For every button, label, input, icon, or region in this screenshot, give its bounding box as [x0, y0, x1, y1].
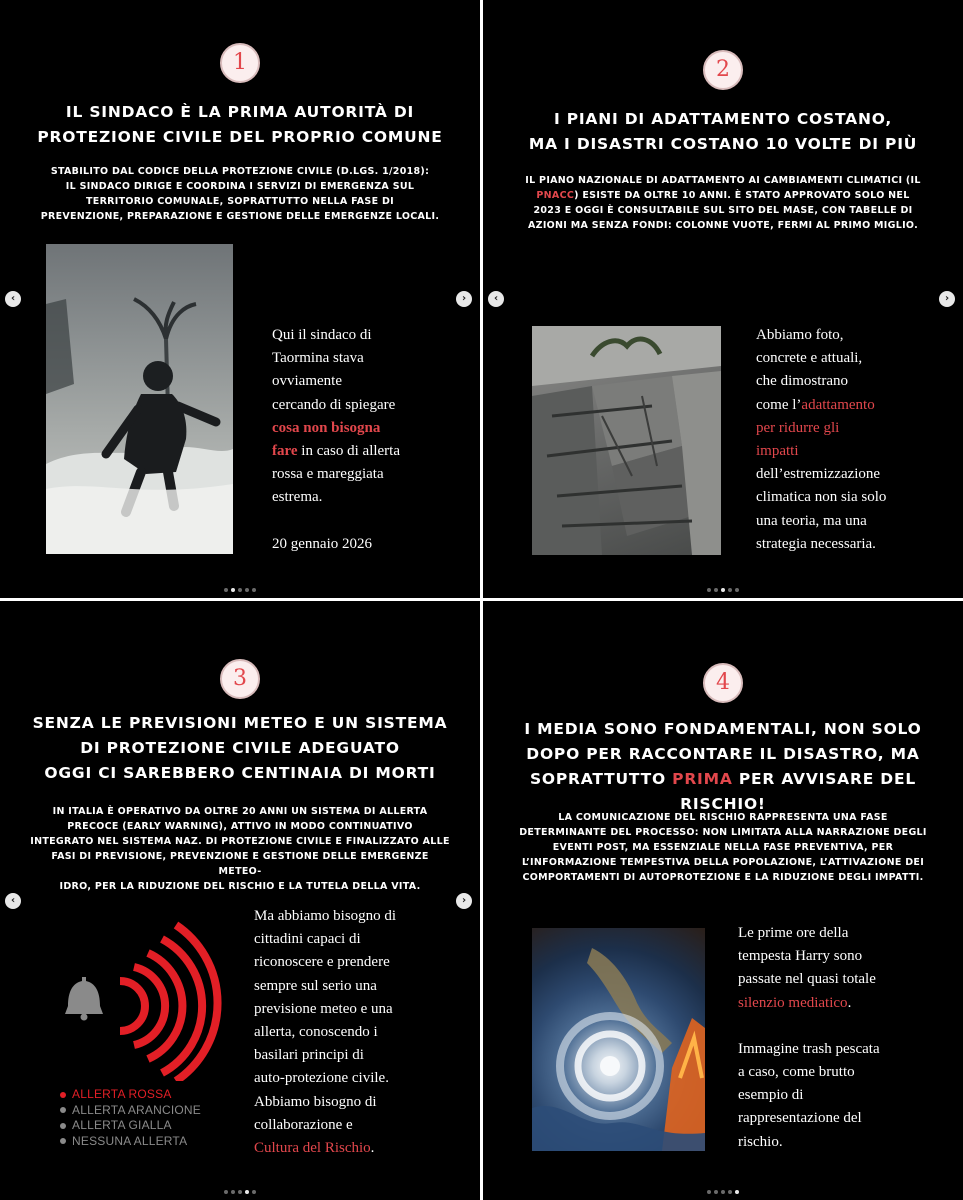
- slide-title: I PIANI DI ADATTAMENTO COSTANO, MA I DISASTRI COSTANO 10 VOLTE DI PIÙ: [528, 110, 918, 153]
- slide-body: Qui il sindaco di Taormina stava ovviamente cercando di spiegare cosa non bisogna fare in caso di allerta rossa e mareggiata estrema. 20 gennaio 2026: [272, 324, 462, 556]
- slide-title: I MEDIA SONO FONDAMENTALI, NON SOLO DOPO PER RACCONTARE IL DISASTRO, MA SOPRATTUTTO PRIMA PER AVVISARE DEL RISCHIO!: [524, 720, 922, 813]
- pagination-dot[interactable]: [714, 588, 718, 592]
- legend-item: ALLERTA ROSSA: [60, 1087, 201, 1103]
- slide-3: [0, 601, 480, 1200]
- slide-4: [483, 601, 963, 1200]
- legend-item: ALLERTA GIALLA: [60, 1118, 201, 1134]
- pagination-dots: [707, 588, 739, 592]
- slide-subtitle: IL PIANO NAZIONALE DI ADATTAMENTO AI CAMBIAMENTI CLIMATICI (IL PNACC) ESISTE DA OLTRE 10 ANNI. È STATO APPROVATO SOLO NEL 2023 E OGGI È CONSULTABILE SUL SITO DEL MASE, CON TABELLE DI AZIONI MA SENZA FONDI: COLONNE VUOTE, FERMI AL PRIMO MIGLIO.: [525, 175, 921, 231]
- pagination-dot[interactable]: [714, 1190, 718, 1194]
- bell-icon: [65, 977, 103, 1014]
- slide-number: 3: [220, 659, 260, 699]
- pagination-dot[interactable]: [245, 1190, 249, 1194]
- highlight-text: adattamento: [801, 396, 875, 413]
- pagination-dot[interactable]: [728, 588, 732, 592]
- pagination-dot[interactable]: [707, 588, 711, 592]
- highlight-text: impatti: [756, 443, 799, 460]
- slide-body: Ma abbiamo bisogno di cittadini capaci di riconoscere e prendere sempre sul serio una previsione meteo e una allerta, conoscendo i basilari principi di auto-protezione civile. Abbiamo bisogno di collaborazione e Cultura del Rischio.: [254, 908, 397, 1157]
- cyclone-italy-illustration: [532, 928, 705, 1151]
- highlight-text: fare: [272, 443, 298, 460]
- prev-arrow-icon[interactable]: ‹: [5, 291, 21, 307]
- highlight-text: silenzio mediatico: [738, 994, 848, 1011]
- slide-title: SENZA LE PREVISIONI METEO E UN SISTEMA DI PROTEZIONE CIVILE ADEGUATO OGGI CI SAREBBERO CENTINAIA DI MORTI: [32, 714, 448, 782]
- pagination-dot[interactable]: [238, 1190, 242, 1194]
- highlight-text: per ridurre gli: [756, 419, 840, 436]
- slide-body: Le prime ore della tempesta Harry sono passate nel quasi totale silenzio mediatico. Immagine trash pescata a caso, come brutto esempio di rappresentazione del rischio.: [738, 925, 880, 1150]
- slide-subtitle: STABILITO DAL CODICE DELLA PROTEZIONE CIVILE (D.LGS. 1/2018): IL SINDACO DIRIGE E COORDINA I SERVIZI DI EMERGENZA SUL TERRITORIO COMUNALE, SOPRATTUTTO NELLA FASE DI PREVENZIONE, PREPARAZIONE E GESTIONE DELLE EMERGENZE LOCALI.: [40, 166, 440, 222]
- pagination-dot[interactable]: [238, 588, 242, 592]
- prev-arrow-icon[interactable]: ‹: [5, 893, 21, 909]
- slide-number: 2: [703, 50, 743, 90]
- highlight-text: PNACC: [536, 190, 575, 201]
- prev-arrow-icon[interactable]: ‹: [488, 291, 504, 307]
- pagination-dot[interactable]: [224, 588, 228, 592]
- collapsed-seafront-photo: [532, 326, 721, 555]
- pagination-dot[interactable]: [252, 588, 256, 592]
- slide-number: 1: [220, 43, 260, 83]
- pagination-dot[interactable]: [728, 1190, 732, 1194]
- pagination-dot[interactable]: [245, 588, 249, 592]
- pagination-dot[interactable]: [224, 1190, 228, 1194]
- pagination-dot[interactable]: [735, 1190, 739, 1194]
- slide-body: Abbiamo foto, concrete e attuali, che dimostrano come l’adattamento per ridurre gli impatti dell’estremizzazione climatica non sia solo una teoria, ma una strategia necessaria.: [756, 324, 956, 556]
- slide-2: [483, 0, 963, 598]
- pagination-dot[interactable]: [231, 1190, 235, 1194]
- legend-item: ALLERTA ARANCIONE: [60, 1103, 201, 1119]
- legend-item: NESSUNA ALLERTA: [60, 1134, 201, 1150]
- pagination-dot[interactable]: [721, 588, 725, 592]
- pagination-dot[interactable]: [252, 1190, 256, 1194]
- slide-subtitle: LA COMUNICAZIONE DEL RISCHIO RAPPRESENTA UNA FASE DETERMINANTE DEL PROCESSO: NON LIMITATA ALLA NARRAZIONE DEGLI EVENTI POST, MA ESSENZIALE NELLA FASE PREVENTIVA, PER L’INFORMAZIONE TEMPESTIVA DELLA POPOLAZIONE, L’ATTIVAZIONE DEI COMPORTAMENTI DI AUTOPROTEZIONE E LA RIDUZIONE DEGLI IMPATTI.: [519, 812, 927, 883]
- highlight-text: PRIMA: [672, 770, 733, 788]
- slide-title: IL SINDACO È LA PRIMA AUTORITÀ DI PROTEZIONE CIVILE DEL PROPRIO COMUNE: [37, 103, 443, 146]
- slide-number: 4: [703, 663, 743, 703]
- date-text: 20 gennaio 2026: [272, 535, 372, 552]
- next-arrow-icon[interactable]: ›: [456, 893, 472, 909]
- highlight-text: Cultura del Rischio: [254, 1140, 371, 1157]
- next-arrow-icon[interactable]: ›: [939, 291, 955, 307]
- alert-legend: [60, 1087, 201, 1149]
- pagination-dots: [707, 1190, 739, 1194]
- slide-subtitle: IN ITALIA È OPERATIVO DA OLTRE 20 ANNI UN SISTEMA DI ALLERTA PRECOCE (EARLY WARNING), ATTIVO IN MODO CONTINUATIVO INTEGRATO NEL SISTEMA NAZ. DI PROTEZIONE CIVILE E FINALIZZATO ALLE FASI DI PREVISIONE, PREVENZIONE E GESTIONE DELLE EMERGENZE METEO- IDRO, PER LA RIDUZIONE DEL RISCHIO E LA TUTELA DELLA VITA.: [30, 806, 450, 892]
- mayor-storm-photo: [46, 244, 233, 554]
- highlight-text: cosa non bisogna: [272, 419, 381, 436]
- pagination-dots: [224, 1190, 256, 1194]
- pagination-dot[interactable]: [707, 1190, 711, 1194]
- alert-bell-signal: [40, 911, 230, 1161]
- slide-1: [0, 0, 480, 598]
- pagination-dot[interactable]: [721, 1190, 725, 1194]
- next-arrow-icon[interactable]: ›: [456, 291, 472, 307]
- pagination-dots: [224, 588, 256, 592]
- pagination-dot[interactable]: [231, 588, 235, 592]
- pagination-dot[interactable]: [735, 588, 739, 592]
